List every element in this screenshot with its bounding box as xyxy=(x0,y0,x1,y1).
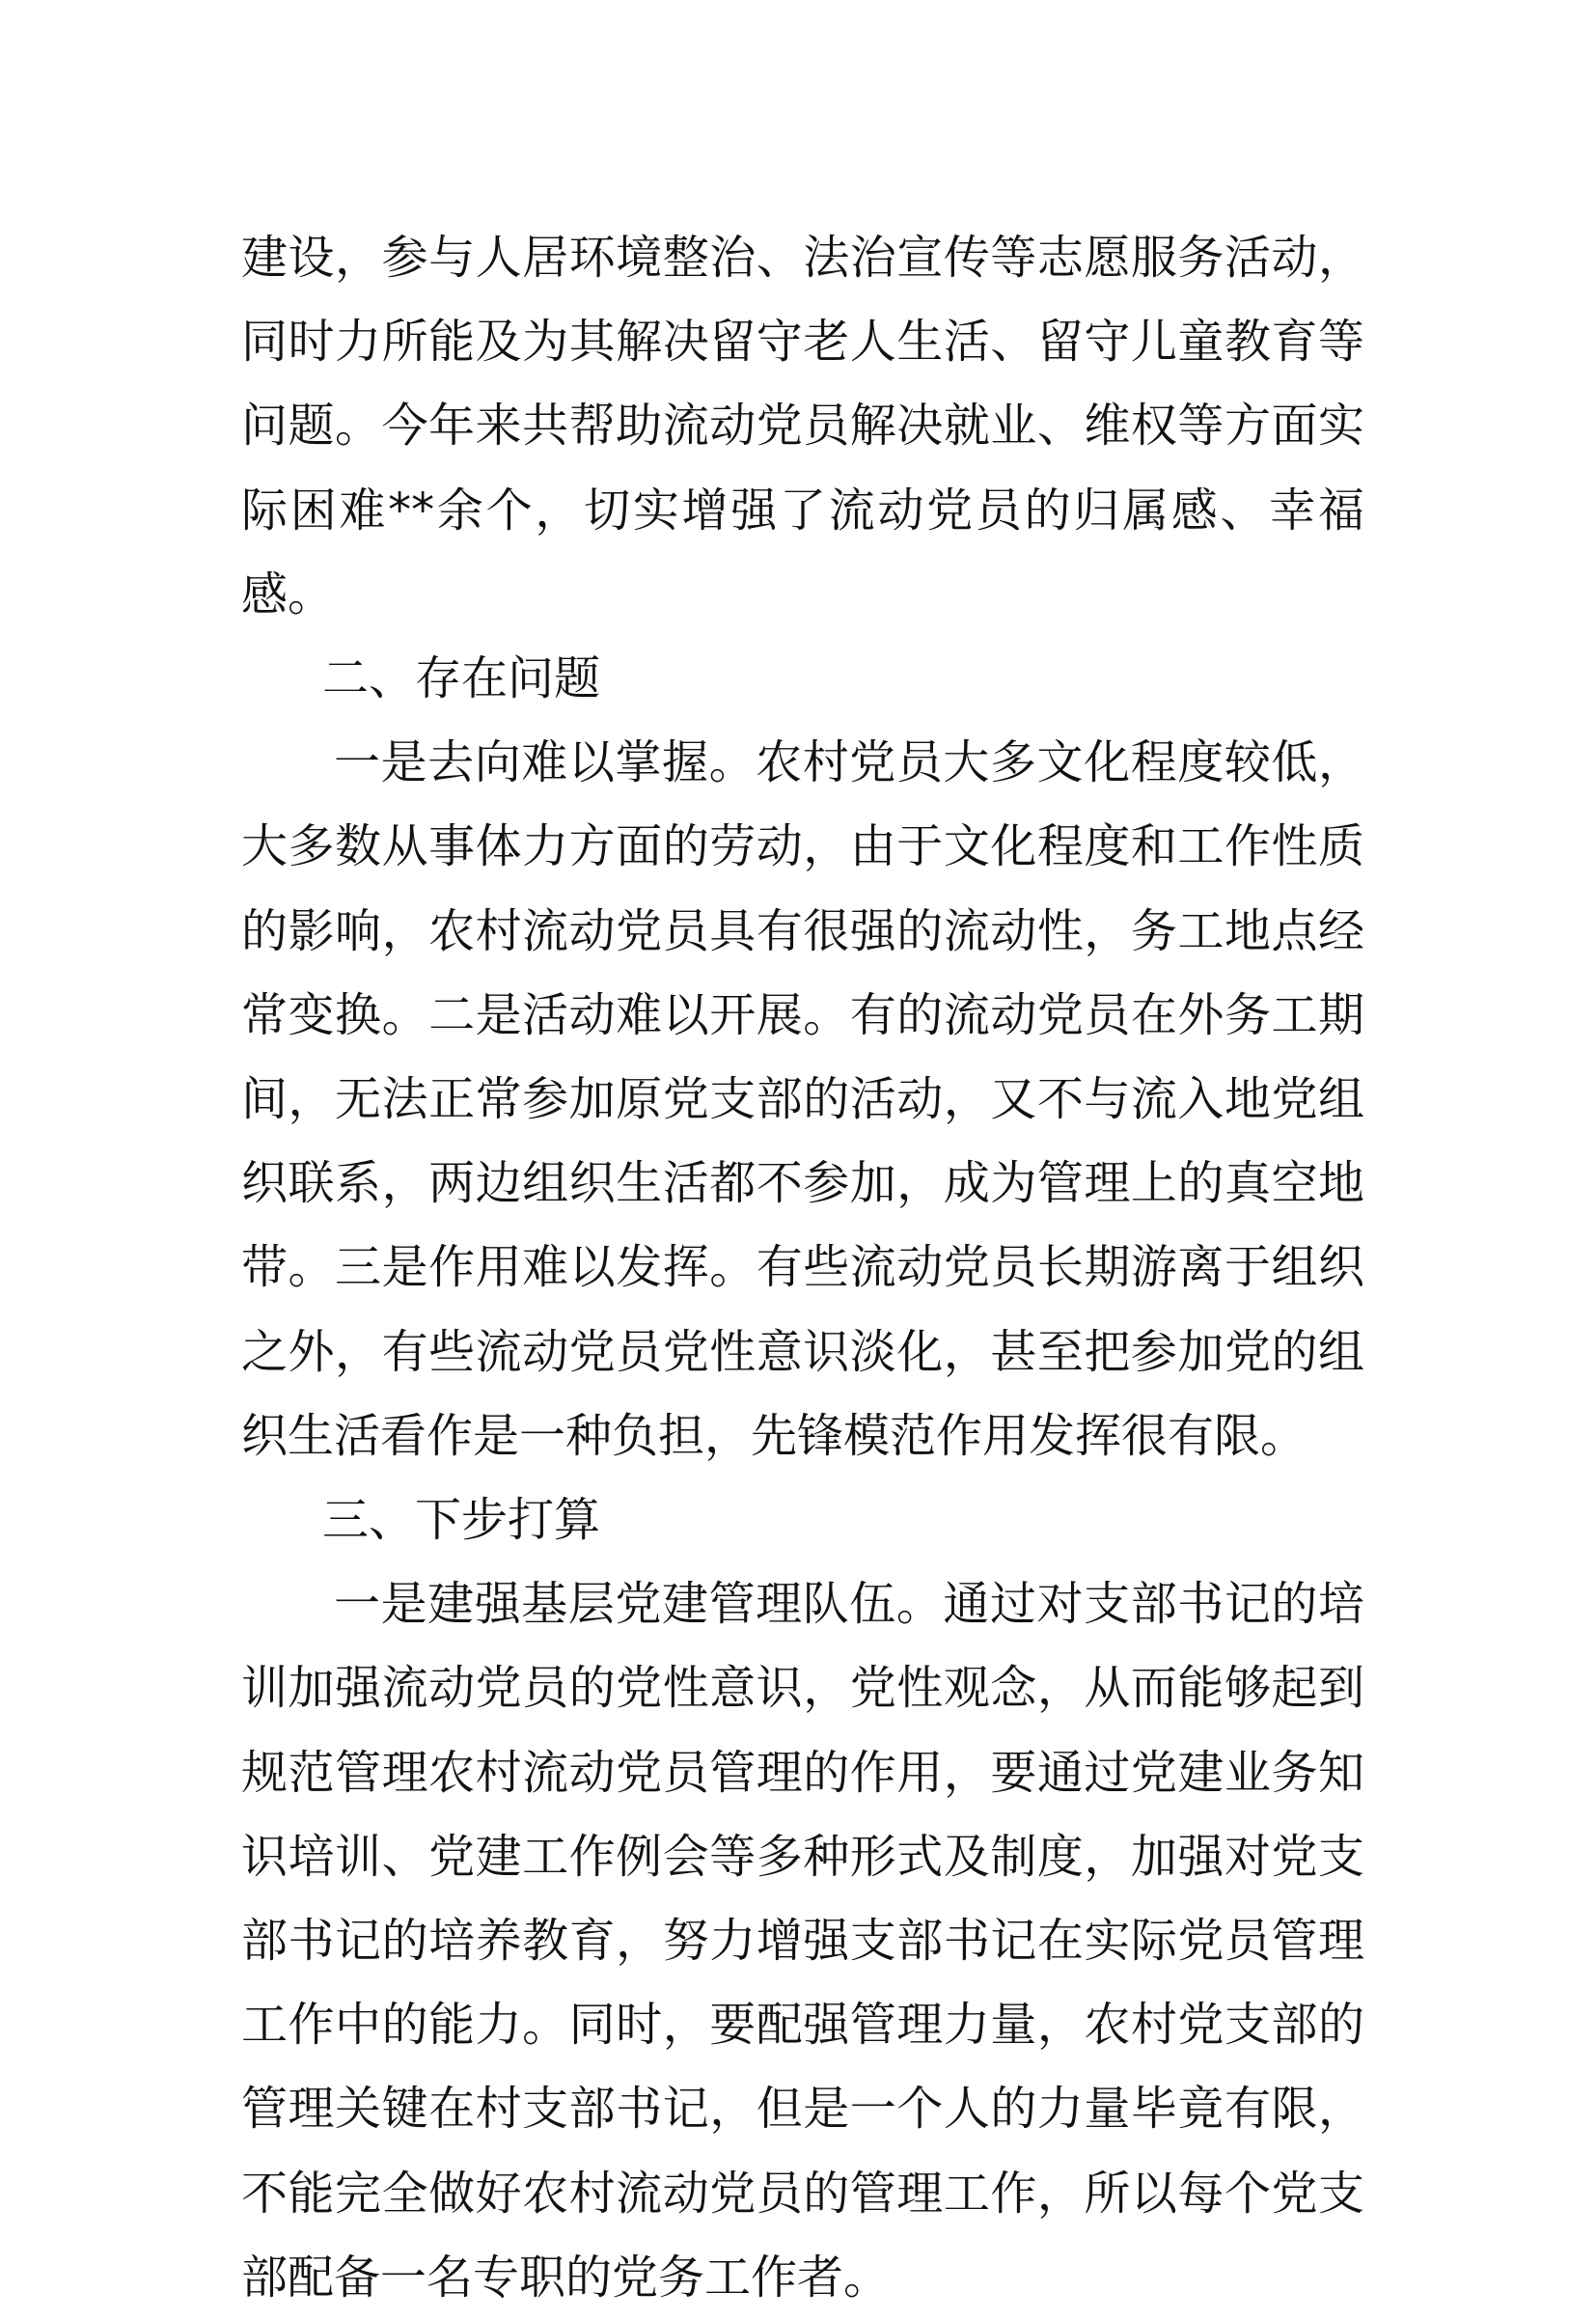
paragraph-next-steps: 一是建强基层党建管理队伍。通过对支部书记的培训加强流动党员的党性意识，党性观念，从而能够起到规范管理农村流动党员管理的作用，要通过党建业务知识培训、党建工作例会等多种形式及制度，加强对党支部书记的培养教育，努力增强支部书记在实际党员管理工作中的能力。同时，要配强管理力量，农村党支部的管理关键在村支部书记，但是一个人的力量毕竟有限，不能完全做好农村流动党员的管理工作，所以每个党支部配备一名专职的党务工作者。 xyxy=(241,1577,1364,2305)
section-heading-problems: 二、存在问题 xyxy=(322,651,601,706)
paragraph-problems: 一是去向难以掌握。农村党员大多文化程度较低，大多数从事体力方面的劳动，由于文化程度和工作性质的影响，农村流动党员具有很强的流动性，务工地点经常变换。二是活动难以开展。有的流动党员在外务工期间，无法正常参加原党支部的活动，又不与流入地党组织联系，两边组织生活都不参加，成为管理上的真空地带。三是作用难以发挥。有些流动党员长期游离于组织之外，有些流动党员党性意识淡化，甚至把参加党的组织生活看作是一种负担，先锋模范作用发挥很有限。 xyxy=(241,735,1364,1463)
document-body xyxy=(241,216,1364,2320)
paragraph-continued: 建设，参与人居环境整治、法治宣传等志愿服务活动，同时力所能及为其解决留守老人生活、留守儿童教育等问题。今年来共帮助流动党员解决就业、维权等方面实际困难**余个，切实增强了流动党员的归属感、幸福感。 xyxy=(241,231,1364,621)
section-heading-next-steps: 三、下步打算 xyxy=(322,1493,601,1548)
